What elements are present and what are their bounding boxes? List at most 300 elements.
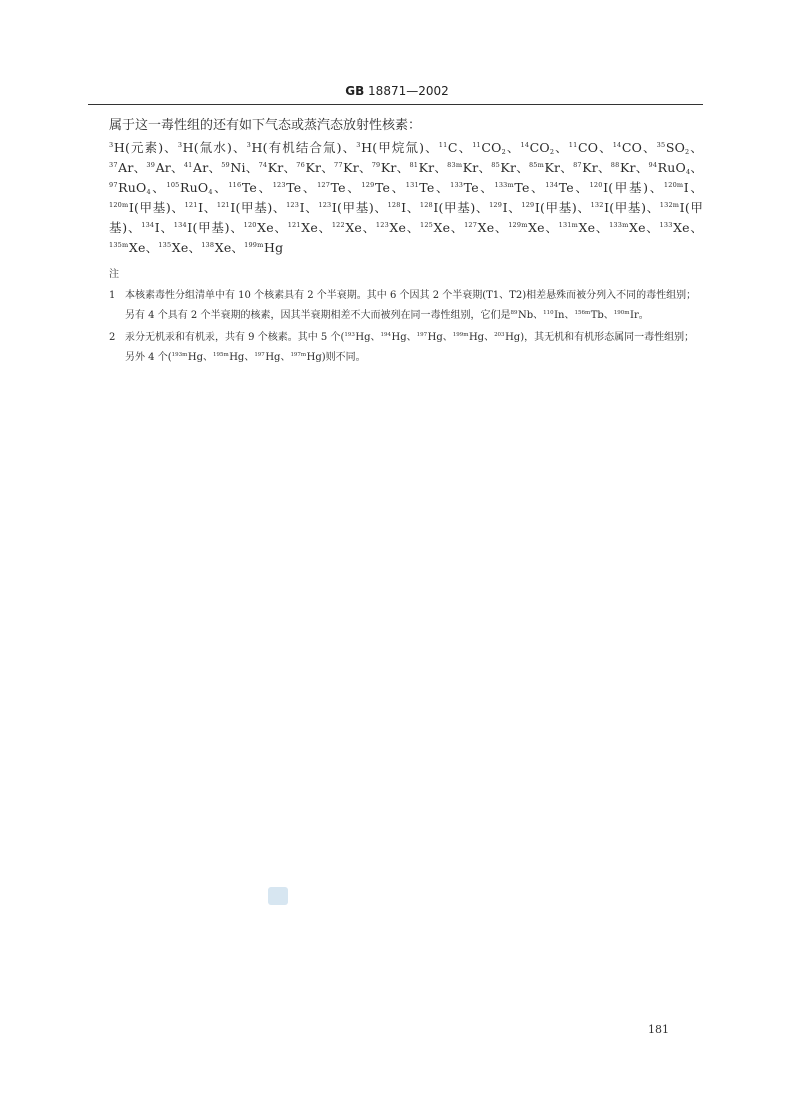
mass-number: 116: [228, 181, 242, 189]
nuclide-item: [185, 200, 217, 215]
note-number: 1: [109, 290, 116, 301]
mass-number: 133: [450, 181, 464, 189]
header-rule: [88, 104, 703, 105]
mass-number: 133: [659, 221, 673, 229]
element-symbol: Ar: [155, 160, 171, 175]
separator: 、: [390, 180, 406, 195]
note-text: 本核素毒性分组清单中有 10 个核素具有 2 个半衰期。其中 6 个因其 2 个半衰期(T1、T2)相差悬殊而被分列入不同的毒性组别；另有 4 个具有 2 个半衰期的核素，因其半衰期相差不大而被列在同一毒性组别，它们是: [125, 290, 697, 321]
element-symbol: Xe: [301, 220, 318, 235]
element-symbol: H: [251, 140, 263, 155]
chemical-form: (氚水): [193, 140, 233, 155]
mass-number: 133m: [609, 221, 629, 229]
mass-number: 123: [375, 221, 389, 229]
element-symbol: I: [534, 200, 541, 215]
element-symbol: Xe: [171, 240, 189, 255]
separator: 、: [304, 200, 319, 215]
chemical-form: (甲基): [608, 180, 649, 195]
nuclide-item: [244, 240, 283, 255]
mass-number: 37: [109, 161, 118, 169]
separator: 、: [362, 220, 376, 235]
element-symbol: I: [230, 200, 236, 215]
mass-number: 11: [568, 141, 578, 149]
element-symbol: Xe: [673, 220, 690, 235]
mass-number: 85m: [528, 161, 545, 169]
nuclide-item: [376, 220, 420, 235]
element-symbol: I: [154, 220, 160, 235]
nuclide-item: [318, 200, 387, 215]
nuclide-item: [273, 180, 317, 195]
element-symbol: Te: [463, 180, 479, 195]
separator: 、: [597, 160, 611, 175]
separator: 、: [595, 220, 610, 235]
separator: 、: [301, 180, 318, 195]
element-symbol: CO: [529, 140, 550, 155]
mass-number: 39: [146, 161, 156, 169]
subscript: 4: [208, 188, 213, 196]
nuclide-item: [317, 180, 361, 195]
note-text: 、: [442, 332, 453, 343]
nuclide-item: [611, 160, 649, 175]
mass-number: 133m: [494, 181, 514, 189]
separator: 、: [646, 200, 660, 215]
mass-number: 121: [287, 221, 301, 229]
separator: 、: [645, 220, 660, 235]
separator: 、: [478, 180, 495, 195]
mass-number: 110: [543, 310, 554, 316]
mass-number: 199m: [452, 332, 469, 338]
mass-number: 134: [545, 181, 559, 189]
mass-number: 120: [589, 181, 603, 189]
separator: 、: [648, 180, 664, 195]
separator: 、: [170, 160, 184, 175]
nuclide-item: [217, 200, 286, 215]
chemical-form: (甲基): [438, 200, 476, 215]
mass-number: 123: [286, 201, 300, 209]
nuclide-item: [247, 140, 357, 155]
mass-number: 121: [184, 201, 198, 209]
separator: 、: [232, 140, 247, 155]
separator: 、: [560, 160, 574, 175]
element-symbol: C: [447, 140, 458, 155]
separator: 、: [212, 180, 229, 195]
mass-number: 195m: [212, 352, 229, 358]
nuclide-item: [472, 140, 520, 155]
separator: 、: [688, 180, 704, 195]
note-text: 汞分无机汞和有机汞，共有 9 个核素。其中 5 个(: [125, 332, 345, 343]
separator: 、: [145, 240, 159, 255]
page-header: [0, 84, 794, 98]
nuclide-item: [559, 220, 609, 235]
mass-number: 105: [166, 181, 180, 189]
subscript: 4: [146, 188, 151, 196]
element-symbol: Nb: [517, 310, 534, 321]
note-item: [109, 286, 703, 326]
mass-number: 89: [510, 310, 518, 316]
nuclide-item: [529, 160, 573, 175]
nuclide-item: [221, 160, 258, 175]
mass-number: 193: [344, 332, 355, 338]
separator: 、: [450, 220, 465, 235]
mass-number: 11: [472, 141, 481, 149]
standard-number: 18871—2002: [368, 84, 449, 98]
element-symbol: Tb: [590, 310, 604, 321]
document-body: [109, 116, 703, 368]
element-symbol: Te: [374, 180, 391, 195]
mass-number: 197: [254, 352, 265, 358]
mass-number: 74: [258, 161, 268, 169]
element-symbol: I: [679, 200, 685, 215]
note-text: 。: [638, 310, 649, 321]
separator: 、: [475, 200, 490, 215]
mass-number: 125: [420, 221, 434, 229]
separator: 、: [554, 140, 569, 155]
nuclide-item: [649, 160, 704, 175]
separator: 、: [689, 220, 704, 235]
mass-number: 3: [246, 141, 251, 149]
separator: 、: [573, 180, 590, 195]
mass-number: 132m: [659, 201, 680, 209]
note-text: )则不同。: [321, 352, 366, 363]
element-symbol: RuO: [180, 180, 209, 195]
nuclide-item: [288, 220, 332, 235]
nuclide-item: [409, 160, 447, 175]
mass-number: 199m: [244, 241, 264, 249]
nuclide-item: [201, 240, 244, 255]
mass-number: 41: [183, 161, 193, 169]
intro-paragraph: 属于这一毒性组的还有如下气态或蒸汽态放射性核素：: [109, 118, 422, 133]
element-symbol: Hg: [229, 352, 245, 363]
element-symbol: I: [331, 200, 338, 215]
nuclide-item: [521, 140, 569, 155]
element-symbol: CO: [577, 140, 599, 155]
mass-number: 11: [438, 141, 448, 149]
element-symbol: Te: [241, 180, 258, 195]
note-number: 2: [109, 332, 116, 343]
mass-number: 128: [419, 201, 433, 209]
watermark-logo: [268, 887, 288, 905]
chemical-form: (甲基): [337, 200, 374, 215]
note-text: 、: [280, 352, 291, 363]
nuclide-item: [167, 180, 229, 195]
mass-number: 194: [380, 332, 391, 338]
element-symbol: Ar: [192, 160, 209, 175]
element-symbol: CO: [481, 140, 502, 155]
subscript: 4: [685, 168, 691, 176]
element-symbol: H: [113, 140, 125, 155]
separator: 、: [257, 180, 273, 195]
nuclide-item: [146, 160, 183, 175]
separator: 、: [345, 180, 362, 195]
element-symbol: Hg: [505, 332, 521, 343]
element-symbol: I: [198, 200, 204, 215]
mass-number: 190m: [613, 310, 630, 316]
separator: 、: [133, 160, 147, 175]
mass-number: 127: [317, 181, 331, 189]
element-symbol: Te: [419, 180, 435, 195]
note-text: 、: [202, 352, 213, 363]
element-symbol: Hg: [391, 332, 407, 343]
element-symbol: I: [502, 200, 508, 215]
mass-number: 132: [590, 201, 604, 209]
element-symbol: Xe: [345, 220, 363, 235]
nuclide-item: [464, 220, 508, 235]
nuclide-item: [609, 220, 659, 235]
separator: 、: [406, 220, 420, 235]
mass-number: 156m: [574, 310, 591, 316]
chemical-form: (甲基): [540, 200, 577, 215]
separator: 、: [544, 220, 559, 235]
notes-label: 注: [109, 269, 119, 280]
nuclide-item: [259, 160, 297, 175]
mass-number: 135m: [109, 241, 129, 249]
element-symbol: Te: [514, 180, 530, 195]
mass-number: 3: [177, 141, 183, 149]
element-symbol: RuO: [657, 160, 686, 175]
nuclide-item: [657, 140, 703, 155]
separator: 、: [576, 200, 591, 215]
nuclide-item: [569, 140, 613, 155]
note-text: 、: [533, 310, 544, 321]
nuclide-item: [447, 160, 491, 175]
mass-number: 3: [109, 141, 114, 149]
element-symbol: RuO: [118, 180, 147, 195]
element-symbol: Kr: [500, 160, 517, 175]
subscript: 2: [685, 148, 690, 156]
note-text: 、: [564, 310, 575, 321]
nuclide-item: [590, 180, 664, 195]
nuclide-item: [174, 220, 244, 235]
element-symbol: Hg: [306, 352, 322, 363]
mass-number: 129: [521, 201, 535, 209]
element-symbol: Xe: [128, 240, 146, 255]
element-symbol: Hg: [355, 332, 371, 343]
separator: 、: [231, 240, 245, 255]
element-symbol: Hg: [187, 352, 203, 363]
element-symbol: I: [683, 180, 689, 195]
element-symbol: Te: [286, 180, 302, 195]
nuclide-item: [420, 200, 489, 215]
separator: 、: [273, 220, 288, 235]
mass-number: 76: [296, 161, 305, 169]
nuclide-item: [613, 140, 657, 155]
separator: 、: [272, 200, 287, 215]
nuclide-item: [573, 160, 611, 175]
nuclide-item: [109, 200, 185, 215]
nuclide-item: [372, 160, 410, 175]
element-symbol: Kr: [267, 160, 284, 175]
separator: 、: [434, 180, 451, 195]
separator: 、: [341, 140, 357, 155]
separator: 、: [598, 140, 613, 155]
separator: 、: [478, 160, 492, 175]
nuclide-item: [158, 240, 201, 255]
note-text: 、: [484, 332, 495, 343]
nuclide-item: [420, 220, 464, 235]
mass-number: 129: [361, 181, 375, 189]
mass-number: 138: [201, 241, 215, 249]
note-text: 、: [406, 332, 417, 343]
mass-number: 135: [158, 241, 172, 249]
separator: 、: [507, 200, 522, 215]
mass-number: 123: [272, 181, 286, 189]
note-item: [109, 328, 703, 368]
element-symbol: Xe: [477, 220, 495, 235]
separator: 、: [159, 220, 174, 235]
element-symbol: Xe: [528, 220, 545, 235]
element-symbol: Hg: [265, 352, 281, 363]
element-symbol: Xe: [628, 220, 646, 235]
chemical-form: (有机结合氚): [262, 140, 342, 155]
mass-number: 128: [387, 201, 401, 209]
mass-number: 88: [610, 161, 620, 169]
mass-number: 14: [612, 141, 622, 149]
chemical-form: (甲基): [235, 200, 273, 215]
page-number: 181: [648, 1023, 669, 1036]
notes-list: [109, 286, 703, 368]
chemical-form: (甲烷氚): [372, 140, 425, 155]
mass-number: 129: [489, 201, 503, 209]
element-symbol: SO: [665, 140, 686, 155]
separator: 、: [424, 140, 439, 155]
nuclide-item: [109, 160, 146, 175]
element-symbol: I: [299, 200, 305, 215]
mass-number: 94: [648, 161, 658, 169]
separator: 、: [457, 140, 473, 155]
nuclide-item: [545, 180, 589, 195]
separator: 、: [406, 200, 420, 215]
element-symbol: I: [187, 220, 193, 235]
mass-number: 35: [656, 141, 666, 149]
nuclide-item: [664, 180, 703, 195]
note-text: 、: [370, 332, 381, 343]
separator: 、: [494, 220, 509, 235]
mass-number: 59: [221, 161, 230, 169]
nuclide-item: [356, 140, 438, 155]
element-symbol: Te: [330, 180, 346, 195]
mass-number: 97: [109, 181, 118, 189]
nuclide-item: [489, 200, 521, 215]
chemical-form: (甲基): [192, 220, 230, 235]
nuclide-item: [491, 160, 529, 175]
separator: 、: [163, 140, 178, 155]
element-symbol: Kr: [582, 160, 598, 175]
separator: 、: [396, 160, 410, 175]
separator: 、: [642, 140, 657, 155]
mass-number: 87: [573, 161, 582, 169]
mass-number: 120m: [109, 201, 129, 209]
element-symbol: Ar: [118, 160, 134, 175]
element-symbol: Ni: [230, 160, 246, 175]
chemical-form: (元素): [124, 140, 164, 155]
separator: 、: [170, 200, 185, 215]
nuclide-item: [286, 200, 318, 215]
separator: 、: [373, 200, 388, 215]
nuclide-item: [109, 240, 158, 255]
nuclide-item: [521, 200, 590, 215]
separator: 、: [321, 160, 334, 175]
element-symbol: H: [182, 140, 194, 155]
mass-number: 134: [173, 221, 187, 229]
nuclide-item: [495, 180, 546, 195]
separator: 、: [188, 240, 202, 255]
separator: 、: [229, 220, 244, 235]
mass-number: 81: [409, 161, 419, 169]
nuclide-list: [109, 138, 703, 258]
mass-number: 131m: [558, 221, 579, 229]
element-symbol: CO: [621, 140, 643, 155]
nuclide-item: [228, 180, 272, 195]
separator: 、: [317, 220, 332, 235]
mass-number: 123: [318, 201, 332, 209]
mass-number: 83m: [447, 161, 463, 169]
element-symbol: Kr: [305, 160, 322, 175]
nuclide-item: [660, 220, 704, 235]
element-symbol: Hg: [427, 332, 443, 343]
mass-number: 121: [216, 201, 230, 209]
mass-number: 197m: [290, 352, 307, 358]
note-text: 、: [244, 352, 255, 363]
separator: 、: [127, 220, 142, 235]
element-symbol: H: [361, 140, 373, 155]
separator: 、: [690, 160, 704, 175]
element-symbol: Xe: [257, 220, 274, 235]
separator: 、: [516, 160, 529, 175]
subscript: 2: [549, 148, 555, 156]
nuclide-item: [332, 220, 376, 235]
separator: 、: [529, 180, 546, 195]
element-symbol: I: [604, 200, 610, 215]
mass-number: 120: [243, 221, 257, 229]
chemical-form: (甲基): [609, 200, 647, 215]
separator: 、: [283, 160, 297, 175]
chemical-form: (甲基): [134, 200, 171, 215]
mass-number: 85: [491, 161, 500, 169]
separator: 、: [434, 160, 448, 175]
separator: 、: [689, 140, 704, 155]
element-symbol: Kr: [380, 160, 397, 175]
mass-number: 127: [464, 221, 478, 229]
nuclide-item: [591, 200, 660, 215]
separator: 、: [203, 200, 217, 215]
separator: 、: [208, 160, 222, 175]
nuclide-item: [334, 160, 372, 175]
element-symbol: Kr: [619, 160, 636, 175]
element-symbol: Xe: [578, 220, 596, 235]
nuclide-item: [109, 140, 178, 155]
mass-number: 3: [356, 141, 361, 149]
separator: 、: [505, 140, 521, 155]
separator: 、: [635, 160, 649, 175]
element-symbol: Hg: [468, 332, 485, 343]
nuclide-item: [178, 140, 247, 155]
chemical-form: (甲基): [109, 200, 704, 235]
nuclide-item: [141, 220, 174, 235]
separator: 、: [150, 180, 167, 195]
nuclide-item: [184, 160, 221, 175]
element-symbol: I: [603, 180, 609, 195]
separator: 、: [245, 160, 259, 175]
mass-number: 197: [416, 332, 428, 338]
mass-number: 193m: [171, 352, 188, 358]
mass-number: 77: [334, 161, 343, 169]
element-symbol: Xe: [433, 220, 451, 235]
nuclide-item: [450, 180, 494, 195]
mass-number: 79: [371, 161, 381, 169]
element-symbol: Hg: [264, 240, 284, 255]
element-symbol: In: [554, 310, 565, 321]
element-symbol: Xe: [214, 240, 232, 255]
nuclide-item: [406, 180, 450, 195]
